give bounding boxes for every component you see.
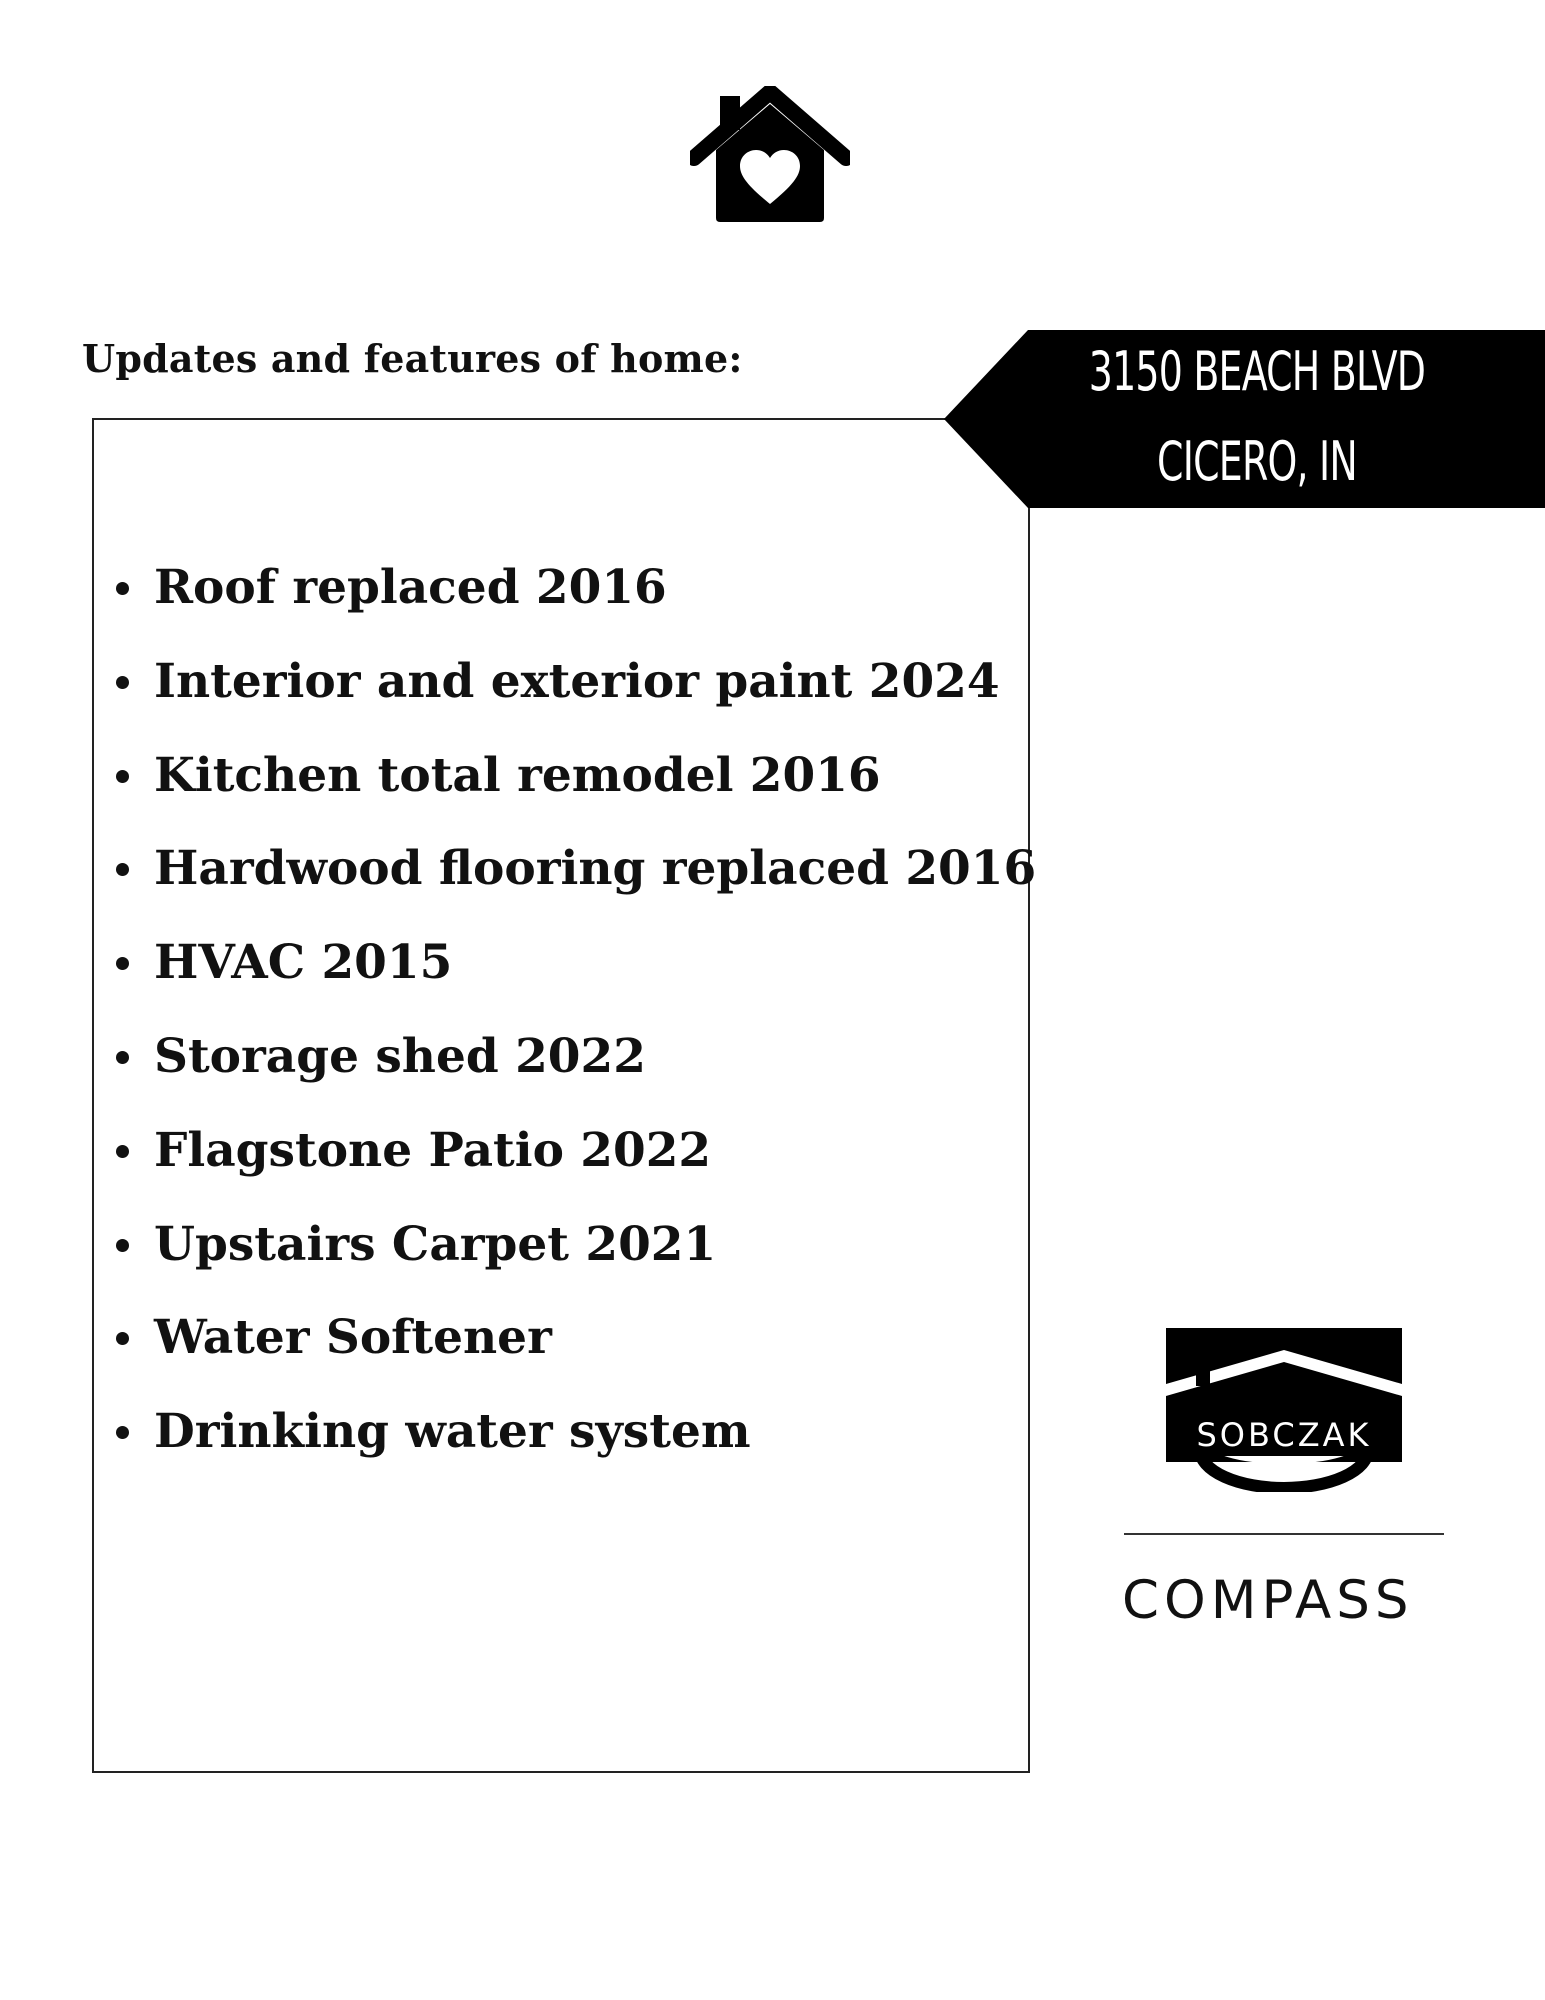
list-item: HVAC 2015: [112, 931, 1036, 1025]
bullet-icon: [116, 676, 129, 689]
bullet-icon: [116, 770, 129, 783]
divider: [1124, 1533, 1444, 1535]
page-heading: Updates and features of home:: [82, 336, 743, 381]
list-item: Hardwood flooring replaced 2016: [112, 837, 1036, 931]
team-name: SOBCZAK: [1196, 1416, 1372, 1454]
bullet-icon: [116, 863, 129, 876]
address-line-2: CICERO, IN: [1157, 430, 1357, 493]
list-item: Flagstone Patio 2022: [112, 1119, 1036, 1213]
list-item: Upstairs Carpet 2021: [112, 1213, 1036, 1307]
bullet-icon: [116, 1426, 129, 1439]
house-heart-icon: [690, 86, 850, 224]
list-item: Roof replaced 2016: [112, 556, 1036, 650]
bullet-icon: [116, 1051, 129, 1064]
list-item: Kitchen total remodel 2016: [112, 744, 1036, 838]
bullet-icon: [116, 1239, 129, 1252]
list-item: Interior and exterior paint 2024: [112, 650, 1036, 744]
bullet-icon: [116, 957, 129, 970]
bullet-icon: [116, 1332, 129, 1345]
list-item: Drinking water system: [112, 1400, 1036, 1494]
compass-logo: [1122, 1570, 1450, 1630]
bullet-icon: [116, 1145, 129, 1158]
list-item: Storage shed 2022: [112, 1025, 1036, 1119]
features-list: [112, 556, 1036, 1494]
compass-wordmark: COMPASS: [1122, 1569, 1414, 1631]
list-item: Water Softener: [112, 1306, 1036, 1400]
bullet-icon: [116, 582, 129, 595]
sobczak-logo: [1166, 1328, 1402, 1492]
address-line-1: 3150 BEACH BLVD: [1088, 340, 1426, 403]
